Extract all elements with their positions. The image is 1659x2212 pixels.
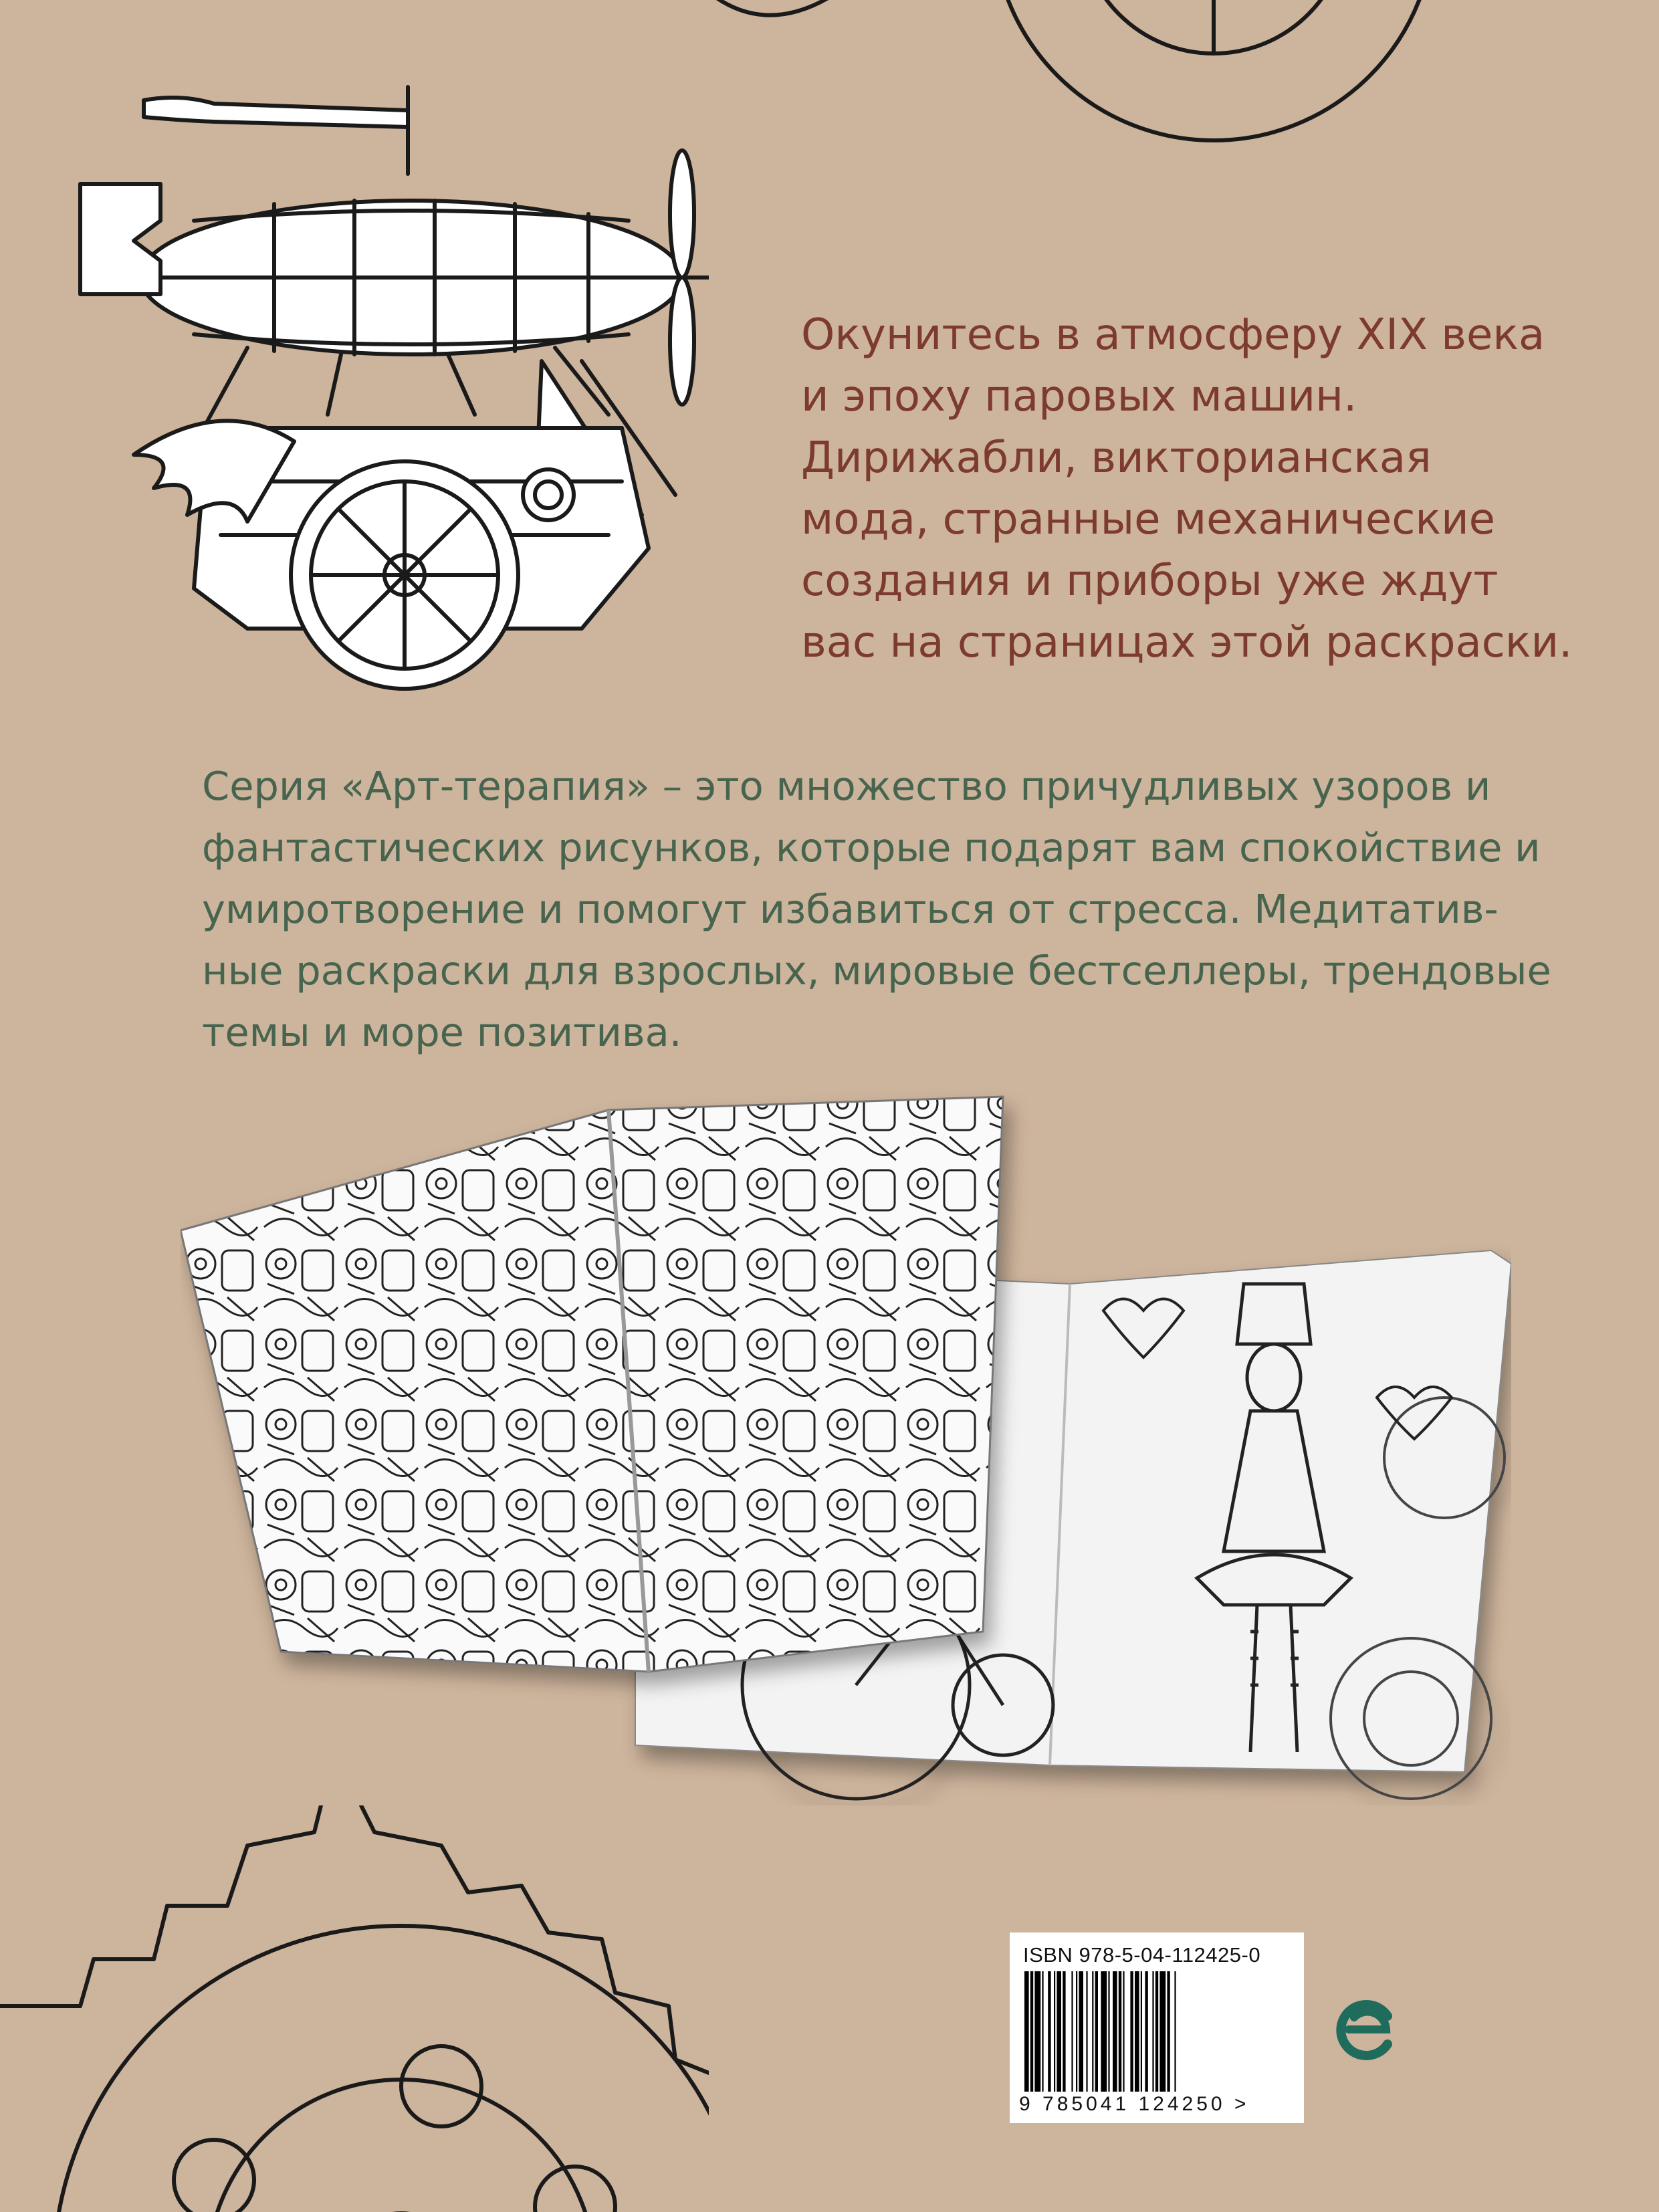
- barcode-bar: [1054, 1971, 1055, 2092]
- isbn-label: ISBN 978-5-04-112425-0: [1023, 1943, 1261, 1967]
- intro-line: Окунитесь в атмосферу XIX века: [801, 310, 1545, 360]
- isbn-barcode: [1010, 1932, 1304, 2123]
- barcode-bar: [1079, 1971, 1083, 2092]
- barcode-bar: [1167, 1971, 1170, 2092]
- barcode-bar: [1086, 1971, 1087, 2092]
- barcode-bar: [1048, 1971, 1050, 2092]
- barcode-bar: [1042, 1971, 1043, 2092]
- series-line: Серия «Арт-терапия» – это множество причудливых узоров и: [202, 763, 1491, 809]
- series-line: темы и море позитива.: [202, 1009, 682, 1055]
- barcode-bar: [1063, 1971, 1065, 2092]
- barcode-bar: [1092, 1971, 1093, 2092]
- intro-line: создания и приборы уже ждут: [801, 556, 1499, 606]
- barcode-bar: [1030, 1971, 1033, 2092]
- barcode-bar: [1108, 1971, 1109, 2092]
- barcode-bar: [1071, 1971, 1073, 2092]
- series-line: фантастических рисунков, которые подарят вам спокойствие и: [202, 824, 1541, 871]
- barcode-bar: [1174, 1971, 1176, 2092]
- barcode-bar: [1101, 1971, 1107, 2092]
- barcode-bar: [1034, 1971, 1040, 2092]
- barcode-bar: [1024, 1971, 1029, 2092]
- publisher-logo-icon: [1334, 1996, 1401, 2063]
- barcode-bars: [1022, 1971, 1289, 2092]
- barcode-bar: [1159, 1971, 1166, 2092]
- barcode-bar: [1141, 1971, 1142, 2092]
- ean-digits: 9 785041 124250 >: [1019, 2093, 1250, 2115]
- intro-line: вас на страницах этой раскраски.: [801, 618, 1573, 667]
- barcode-bar: [1145, 1971, 1147, 2092]
- series-description: [202, 756, 1551, 1063]
- barcode-bar: [1123, 1971, 1124, 2092]
- barcode-bar: [1152, 1971, 1153, 2092]
- barcode-bar: [1135, 1971, 1139, 2092]
- intro-line: и эпоху паровых машин.: [801, 372, 1357, 421]
- barcode-bar: [1119, 1971, 1121, 2092]
- barcode-bar: [1130, 1971, 1133, 2092]
- barcode-bar: [1095, 1971, 1098, 2092]
- top-gear-illustration: [682, 0, 1531, 267]
- airship-illustration: [74, 80, 709, 702]
- barcode-bar: [1155, 1971, 1158, 2092]
- book-spread-illustration: [181, 1083, 1511, 1805]
- bottom-gear-illustration: [0, 1805, 709, 2212]
- intro-paragraph: [801, 304, 1590, 673]
- intro-line: Дирижабли, викторианская: [801, 433, 1432, 483]
- barcode-bar: [1113, 1971, 1117, 2092]
- series-line: ные раскраски для взрослых, мировые бестселлеры, трендовые: [202, 948, 1551, 994]
- intro-line: мода, странные механические: [801, 495, 1496, 544]
- barcode-bar: [1076, 1971, 1077, 2092]
- series-line: умиротворение и помогут избавиться от стресса. Медитатив-: [202, 886, 1499, 932]
- barcode-bar: [1057, 1971, 1061, 2092]
